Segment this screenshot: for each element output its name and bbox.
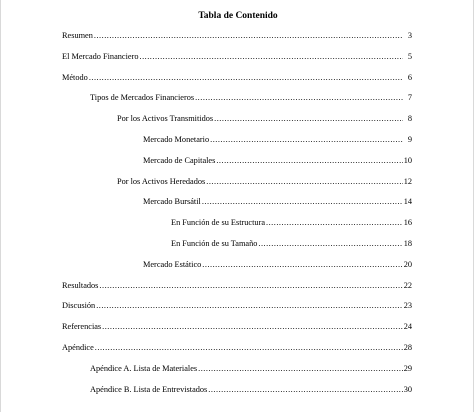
toc-entry[interactable] [1, 154, 474, 175]
toc-entry-label: Apéndice B. Lista de Entrevistados [90, 384, 208, 394]
toc-entry-page-number: 14 [403, 197, 412, 207]
toc-entry-label: En Función de su Tamaño [171, 238, 258, 248]
toc-leader-dots [99, 279, 402, 293]
toc-leader-dots [195, 91, 403, 105]
toc-entry-page-number: 10 [403, 155, 412, 165]
toc-entry-label: Método [62, 72, 88, 82]
toc-entry-page-number: 22 [403, 280, 412, 290]
toc-entry-page-number: 5 [407, 51, 412, 61]
toc-leader-dots [198, 362, 403, 376]
toc-entry-page-number: 28 [403, 342, 412, 352]
toc-leader-dots [202, 258, 402, 272]
toc-entry-label: Apéndice A. Lista de Materiales [90, 363, 198, 373]
toc-entry-label: El Mercado Financiero [62, 51, 139, 61]
toc-entry[interactable] [1, 279, 474, 300]
toc-entry-page-number: 23 [403, 301, 412, 311]
toc-entry-label: Mercado Monetario [143, 134, 210, 144]
toc-entry[interactable] [1, 71, 474, 92]
toc-leader-dots [95, 341, 403, 355]
toc-leader-dots [140, 50, 404, 64]
toc-entry[interactable] [1, 112, 474, 133]
toc-entry-label: Resumen [62, 31, 93, 40]
toc-leader-dots [266, 216, 403, 230]
toc-entry[interactable] [1, 91, 474, 112]
toc-entry[interactable] [1, 383, 474, 404]
toc-entry-label: Tipos de Mercados Financieros [90, 93, 195, 103]
toc-entry[interactable] [1, 29, 474, 50]
toc-leader-dots [94, 29, 403, 43]
toc-entry[interactable] [1, 216, 474, 237]
toc-entry[interactable] [1, 320, 474, 341]
toc-entry[interactable] [1, 341, 474, 362]
toc-entry[interactable] [1, 362, 474, 383]
toc-entry[interactable] [1, 237, 474, 258]
toc-entry[interactable] [1, 299, 474, 320]
toc-entry-page-number: 30 [403, 384, 412, 394]
toc-entry[interactable] [1, 50, 474, 71]
toc-leader-dots [216, 154, 402, 168]
toc-leader-dots [202, 195, 403, 209]
toc-entry-page-number: 8 [407, 114, 412, 124]
toc-leader-dots [206, 175, 402, 189]
toc-entry-page-number: 3 [407, 31, 412, 40]
toc-entry[interactable] [1, 175, 474, 196]
toc-leader-dots [258, 237, 402, 251]
toc-entry-label: Por los Activos Heredados [117, 176, 206, 186]
toc-entry[interactable] [1, 133, 474, 154]
toc-entry-label: Referencias [62, 322, 102, 332]
toc-entry[interactable] [1, 195, 474, 216]
toc-entry-page-number: 18 [403, 238, 412, 248]
toc-entry-page-number: 20 [403, 259, 412, 269]
toc-entry-label: En Función de su Estructura [171, 218, 266, 228]
toc-leader-dots [210, 133, 403, 147]
toc-entry-label: Mercado Estático [143, 259, 202, 269]
toc-entry[interactable] [1, 258, 474, 279]
toc-entry-label: Apéndice [62, 342, 94, 352]
toc-entry-page-number: 29 [403, 363, 412, 373]
toc-leader-dots [214, 112, 403, 126]
toc-entry-label: Mercado Bursátil [143, 197, 201, 207]
toc-entry-page-number: 6 [407, 72, 412, 82]
toc-entry-label: Mercado de Capitales [143, 155, 216, 165]
toc-entry-label: Resultados [62, 280, 99, 290]
toc-leader-dots [208, 383, 402, 397]
toc-entry-label: Discusión [62, 301, 96, 311]
toc-entry-page-number: 12 [403, 176, 412, 186]
toc-leader-dots [96, 299, 403, 313]
toc-entry-page-number: 9 [407, 134, 412, 144]
toc-list [1, 29, 474, 403]
toc-entry-page-number: 7 [407, 93, 412, 103]
toc-entry-page-number: 16 [403, 218, 412, 228]
toc-entry-page-number: 24 [403, 322, 412, 332]
toc-title: Tabla de Contenido [198, 11, 278, 21]
toc-entry-label: Por los Activos Transmitidos [117, 114, 214, 124]
toc-leader-dots [102, 320, 403, 334]
toc-leader-dots [89, 71, 403, 85]
